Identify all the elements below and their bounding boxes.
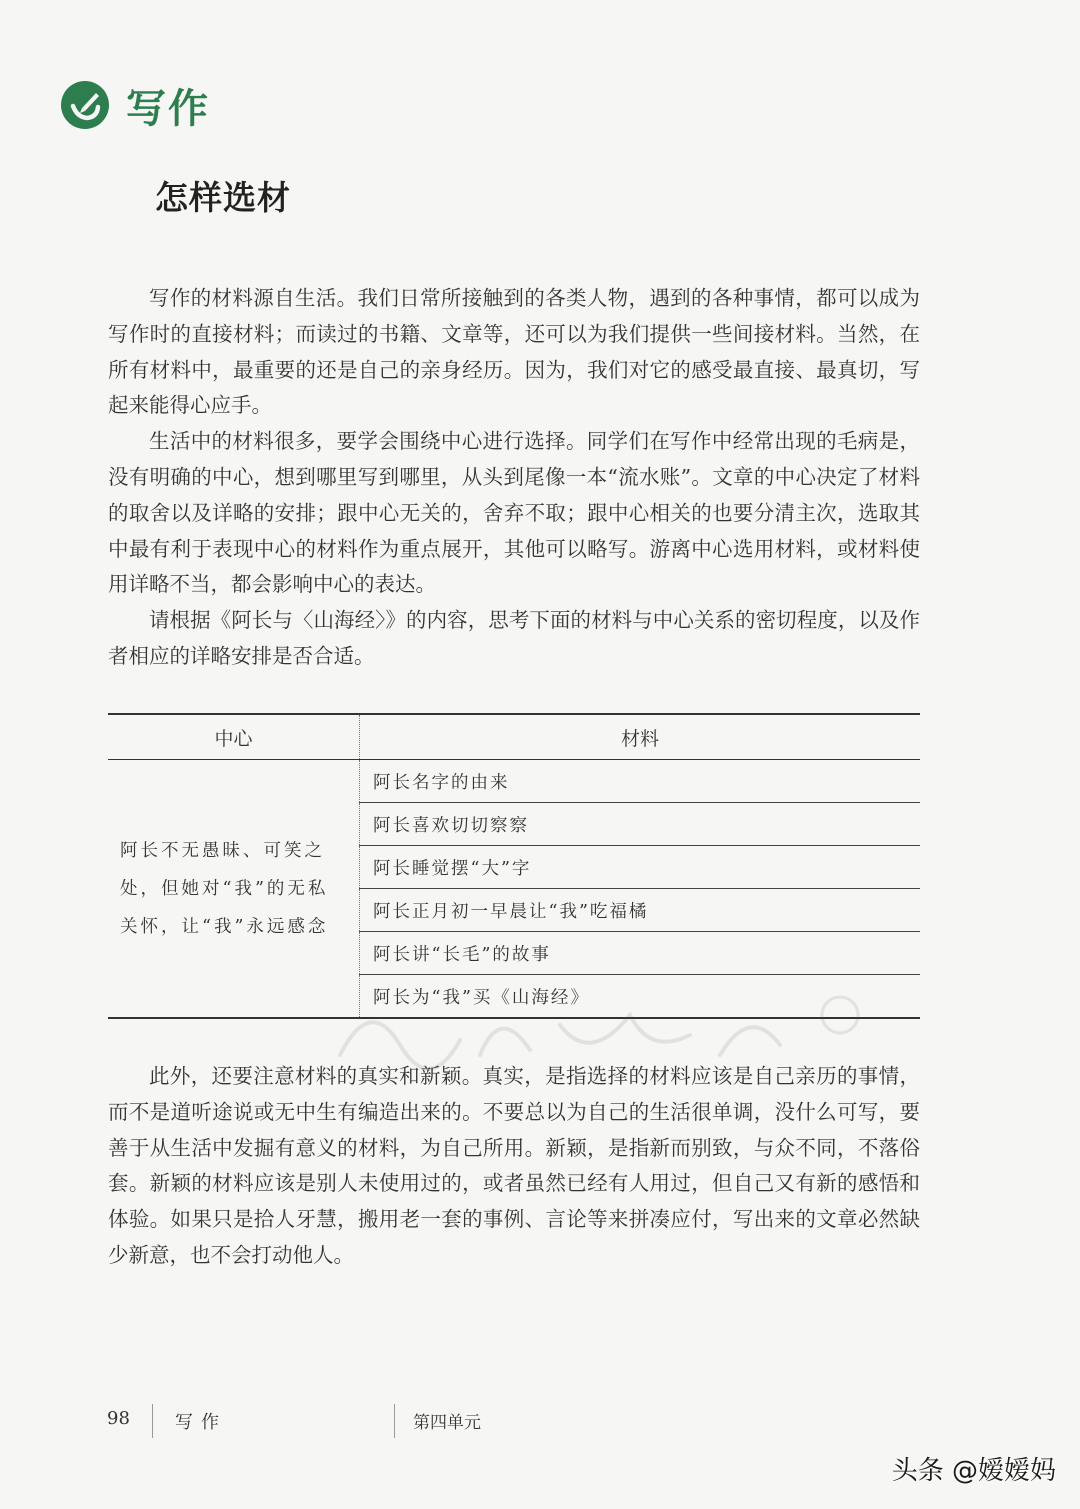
outro-text — [108, 1059, 920, 1274]
page-number: 98 — [107, 1408, 130, 1429]
pen-circle-icon — [60, 80, 110, 130]
paragraph: 写作的材料源自生活。我们日常所接触到的各类人物，遇到的各种事情，都可以成为写作时的直接材料；而读过的书籍、文章等，还可以为我们提供一些间接材料。当然，在所有材料中，最重要的还是自己的亲身经历。因为，我们对它的感受最直接、最真切，写起来能得心应手。 — [108, 286, 920, 418]
paragraph: 生活中的材料很多，要学会围绕中心进行选择。同学们在写作中经常出现的毛病是，没有明确的中心，想到哪里写到哪里，从头到尾像一本“流水账”。文章的中心决定了材料的取舍以及详略的安排；跟中心无关的，舍弃不取；跟中心相关的也要分清主次，选取其中最有利于表现中心的材料作为重点展开，其他可以略写。游离中心选用材料，或材料使用详略不当，都会影响中心的表达。 — [108, 429, 920, 597]
footer-divider — [152, 1404, 153, 1438]
footer-divider — [394, 1404, 395, 1438]
header-material: 材料 — [360, 714, 921, 760]
section-title: 写作 — [126, 85, 210, 132]
table-header-row — [108, 714, 920, 760]
material-cell: 阿长睡觉摆“大”字 — [360, 846, 921, 889]
footer-section-label: 写作 — [175, 1412, 227, 1433]
page-footer — [0, 1404, 1080, 1440]
paragraph: 此外，还要注意材料的真实和新颖。真实，是指选择的材料应该是自己亲历的事情，而不是道听途说或无中生有编造出来的。不要总以为自己的生活很单调，没什么可写，要善于从生活中发掘有意义的材料，为自己所用。新颖，是指新而别致，与众不同，不落俗套。新颖的材料应该是别人未使用过的，或者虽然已经有人用过，但自己又有新的感悟和体验。如果只是拾人牙慧，搬用老一套的事例、言论等来拼凑应付，写出来的文章必然缺少新意，也不会打动他人。 — [108, 1064, 920, 1267]
header-center: 中心 — [108, 714, 360, 760]
material-cell: 阿长喜欢切切察察 — [360, 803, 921, 846]
table-row — [108, 760, 920, 803]
page-title: 怎样选材 — [155, 178, 291, 217]
material-cell: 阿长正月初一早晨让“我”吃福橘 — [360, 889, 921, 932]
material-cell: 阿长讲“长毛”的故事 — [360, 932, 921, 975]
footer-unit-label: 第四单元 — [413, 1413, 481, 1433]
material-cell: 阿长名字的由来 — [360, 760, 921, 803]
center-material-table — [108, 713, 920, 1019]
section-header — [60, 78, 210, 132]
paragraph: 请根据《阿长与〈山海经〉》的内容，思考下面的材料与中心关系的密切程度，以及作者相应的详略安排是否合适。 — [108, 608, 920, 668]
material-cell: 阿长为“我”买《山海经》 — [360, 975, 921, 1019]
center-theme-cell: 阿长不无愚昧、可笑之处，但她对“我”的无私关怀，让“我”永远感念 — [108, 760, 360, 1019]
source-watermark: 头条 @嫒嫒妈 — [891, 1456, 1056, 1486]
intro-text — [108, 281, 920, 675]
